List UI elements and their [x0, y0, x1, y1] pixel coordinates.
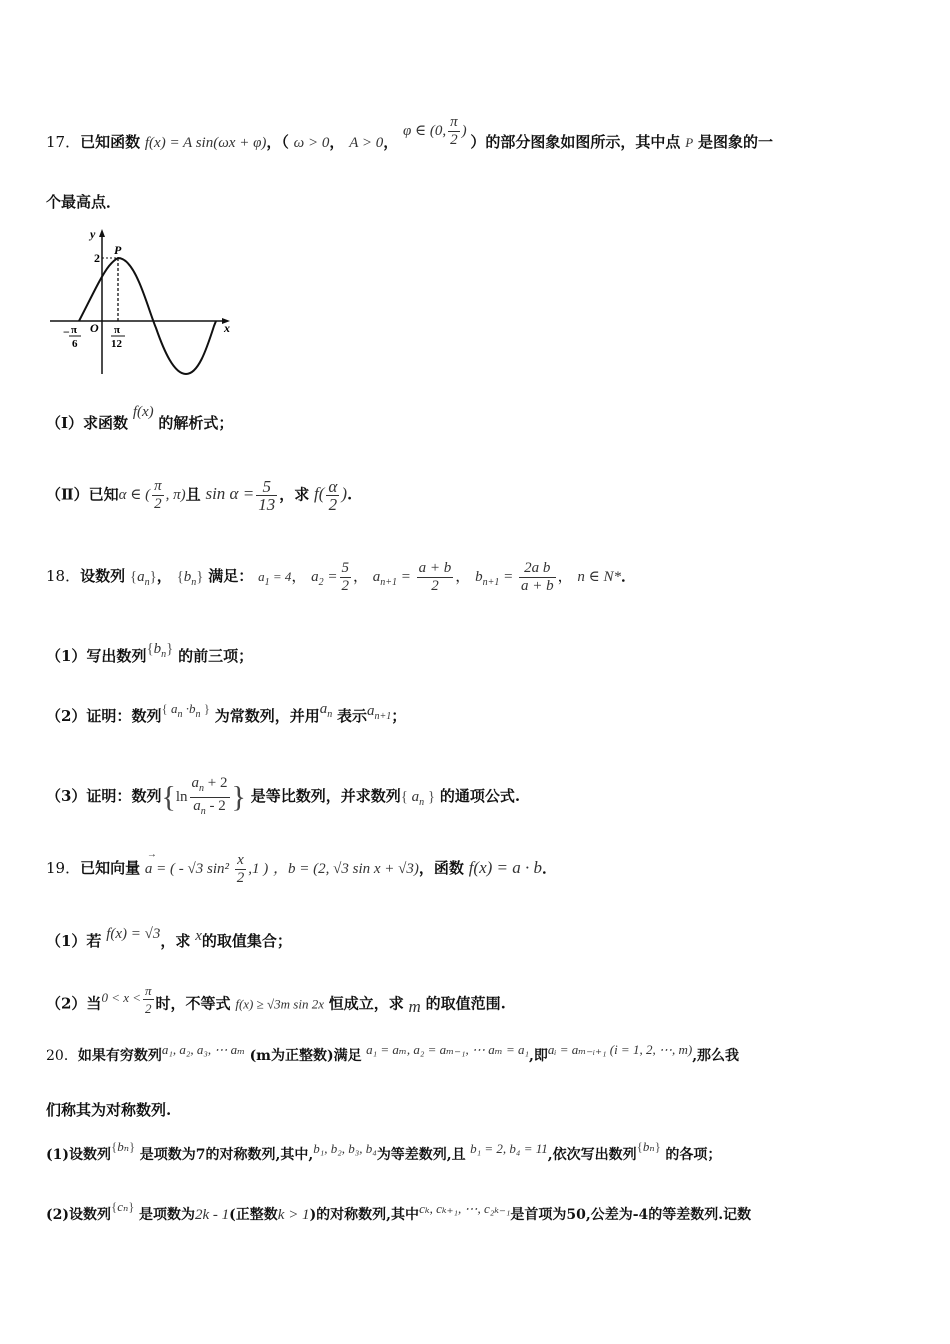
q17-line-1 [46, 114, 910, 161]
frac-den: 2 [326, 495, 339, 513]
f-open: f( [314, 484, 325, 504]
q20-p2-k-cond: k > 1 [277, 1207, 310, 1223]
q20-p1-label: (1)设数列 [46, 1147, 111, 1163]
q17-part2-and: 且 [185, 485, 201, 504]
alpha-range-close: , π) [165, 487, 186, 504]
graph-x-label: x [224, 321, 230, 335]
frac-num: x [237, 852, 244, 868]
sin-frac [256, 478, 277, 513]
q17-part2-find: ，求 [279, 485, 310, 504]
q17-text-end: 是图象的一 [697, 132, 773, 151]
q19-vec-b: ，b = (2, √3 sin x + √3) [273, 860, 419, 877]
graph-left-tick-den: 6 [72, 338, 78, 350]
q18-satisfy: 满足： [208, 566, 254, 585]
q19-func: f(x) = a · b [468, 857, 543, 877]
q18-rec-a: $a_{n+1}$ = $\frac{a + b}{2}$ [372, 560, 452, 594]
q17-cond-a: A > 0 [349, 134, 384, 151]
q20-line-2: 们称其为对称数列. [46, 1101, 172, 1119]
frac-den: 2 [152, 495, 164, 513]
q18-domain: n ∈ N* [577, 568, 621, 585]
q17-part1-label: （Ⅰ）求函数 [46, 414, 129, 432]
frac-num: π [450, 114, 458, 130]
q19-intro: 已知向量 [80, 858, 141, 877]
frac-num: a + b [418, 560, 452, 576]
q17-part1 [46, 404, 910, 433]
q19-p2-ineq: f(x) ≥ √3m sin 2x [235, 996, 324, 1012]
q20-m-note: (m为正整数)满足 [249, 1048, 362, 1064]
q20-p2-k: (正整数 [229, 1207, 278, 1223]
q20-p2-c: {cₙ} [111, 1199, 135, 1214]
q20-p1-terms: b₁, b₂, b₃, b₄ [313, 1141, 377, 1156]
half-alpha-frac [326, 478, 339, 513]
seq-sub: n [144, 576, 150, 588]
graph-peak-value: 2 [94, 251, 100, 265]
q17-part1-func: f(x) [132, 404, 154, 420]
q19-p1-label: （1）若 [46, 932, 102, 950]
q18-a1: $a_1 = 4$ [258, 568, 292, 588]
q20-p2-label: (2)设数列 [46, 1207, 111, 1223]
q20-part1 [46, 1139, 910, 1164]
q17-part1-end: 的解析式； [158, 414, 234, 432]
q19-p1-end: 的取值集合； [201, 932, 292, 950]
q18-seq-b: $\{b_n\}$ [176, 568, 204, 588]
q20-p2-mid2: )的对称数列,其中 [309, 1207, 420, 1223]
q19-line-1 [46, 848, 910, 887]
q17-cond-omega: ω > 0 [293, 134, 330, 151]
q17-phi-frac [448, 114, 460, 149]
frac-num: π [145, 983, 152, 998]
graph-left-tick-num: π [71, 324, 78, 336]
frac-den: 2 [341, 578, 350, 594]
q18-line-1: 18．设数列 $\{a_n\}$， $\{b_n\}$ 满足： $a_1 = 4$， $a_2$ = $\frac{5}{2}$ ， $a_{n+1}$ = $\frac{a + b}{2}$ ， $b_{n+1}$ = $\frac{\text{2a b}}{a + b}$ ， n ∈ N*． [46, 560, 636, 594]
q19-p2-m: m [408, 997, 421, 1017]
frac-num: 2a b [524, 560, 551, 576]
q17-part2-sin [205, 477, 279, 514]
q18-p3-seq: { $a_n$ } [400, 788, 436, 808]
q20-p1-end: 的各项； [665, 1147, 722, 1163]
q17-phi-close: ) [461, 122, 467, 139]
ln: ln [175, 788, 188, 805]
y-axis-arrow [99, 229, 105, 237]
q18-a2: $a_2$ = $\frac{5}{2}$ [311, 560, 350, 594]
vec-a-end: ,1 ) [248, 860, 269, 877]
graph-right-tick-den: 12 [111, 338, 122, 350]
q19-part2 [46, 983, 910, 1023]
q19-vec-a [144, 848, 269, 886]
seq-letter: b [183, 568, 192, 585]
q20-p2-mid: 是项数为 [139, 1207, 195, 1223]
q20-p2-count: 2k - 1 [195, 1207, 230, 1223]
q19-p2-label: （2）当 [46, 994, 102, 1013]
q20-cond: a₁ = aₘ, a₂ = aₘ₋₁, ⋯ aₘ = a₁ [366, 1042, 530, 1057]
frac-den: 2 [236, 870, 245, 886]
q18-p2-an: $a_n$ [319, 701, 333, 720]
q18-p2-end: ； [391, 707, 407, 725]
q17-phi-range: φ ∈ (0, [403, 122, 447, 139]
range-ineq: 0 < x < [101, 990, 142, 1006]
q19-p2-mid: 时，不等式 [155, 994, 231, 1013]
frac-num: $a_n + 2$ [191, 775, 228, 794]
alpha-frac [152, 478, 164, 513]
frac-num: π [154, 478, 162, 495]
q17-func: f(x) = A sin(ωx + φ) [144, 134, 267, 151]
q17-part2 [46, 478, 910, 513]
q17-part2-f [314, 477, 347, 514]
q20-line-1 [46, 1042, 910, 1065]
q20-ie: ,即 [529, 1048, 548, 1064]
q18-p2-mid: 为常数列，并用 [214, 707, 320, 725]
frac-num: 5 [341, 560, 350, 576]
q19-part1 [46, 926, 910, 951]
q20-p1-mid2: 为等差数列,且 [376, 1147, 466, 1163]
q19-p2-after: 恒成立，求 [328, 994, 404, 1013]
q17-cond-phi [403, 114, 470, 148]
a1-value: = 4 [272, 568, 292, 584]
q20-p1-b2: {bₙ} [636, 1139, 661, 1154]
frac-num: 5 [262, 477, 271, 496]
q17-comma: ，（ [266, 132, 289, 151]
q18-end: ． [620, 566, 636, 585]
seq-letter: a [137, 568, 145, 585]
q19-p1-find: ，求 [160, 932, 191, 950]
q18-p2-an1: $a_{n+1}$ [367, 703, 392, 722]
graph-origin: O [90, 321, 99, 335]
q17-comma: ， [329, 132, 345, 151]
graph-left-tick-sign: − [63, 325, 70, 339]
graph-right-tick-num: π [114, 324, 121, 336]
frac-den: $a_n - 2$ [190, 797, 230, 820]
q18-p2-seq: { $a_n \cdot b_n$ } [161, 701, 210, 720]
q20-end: ,那么我 [692, 1048, 740, 1064]
q17-comma: ， [383, 132, 399, 151]
f-close: ) [341, 484, 347, 504]
q18-p2-label: （2）证明：数列 [46, 707, 162, 725]
q20-p1-b: {bₙ} [111, 1139, 136, 1154]
q20-p1-mid: 是项数为7的对称数列,其中, [139, 1147, 314, 1163]
q18-p3-end: 的通项公式. [439, 786, 521, 805]
q17-number: 17． [46, 132, 81, 151]
vec-a-letter: → a [144, 848, 157, 877]
q17-line-2: 个最高点． [46, 193, 122, 211]
sine-curve [79, 258, 216, 374]
q18-part1 [46, 641, 910, 668]
alpha-range-open: α ∈ ( [118, 487, 151, 504]
q18-p1-end: 的前三项； [178, 647, 254, 665]
frac-den: 2 [143, 999, 154, 1017]
frac-num: α [328, 477, 338, 496]
q19-p1-eq: f(x) = √3 [106, 926, 161, 942]
q18-intro: 设数列 [80, 566, 126, 585]
graph-peak-label: P [114, 243, 122, 257]
frac-den: 2 [448, 131, 460, 149]
vec-a-name: a [144, 860, 153, 877]
q20-p2-terms: cₖ, cₖ₊₁, ⋯, c₂ₖ₋₁ [419, 1201, 511, 1216]
frac-den: 2 [417, 577, 454, 595]
q17-intro: 已知函数 [80, 132, 141, 151]
q18-rec-b: $b_{n+1}$ = $\frac{\text{2a b}}{a + b}$ [475, 560, 554, 594]
q18-p3-mid: 是等比数列，并求数列 [250, 786, 401, 805]
q18-p2-show: 表示 [337, 707, 368, 725]
seq-sub: n [191, 576, 197, 588]
frac-den: 13 [258, 495, 276, 514]
q17-text-after: ）的部分图象如图所示，其中点 [470, 132, 681, 151]
q19-number: 19． [46, 858, 81, 877]
sin-alpha: sin α = [205, 484, 255, 504]
q17-part2-label: （Ⅱ）已知 [46, 485, 119, 504]
q18-p1-seq: $\{b_n\}$ [146, 641, 174, 660]
q17-part2-alpha [118, 478, 186, 513]
q20-cond2: aᵢ = aₘ₋ᵢ₊₁ (i = 1, 2, ⋯, m) [547, 1042, 693, 1057]
q19-func-text: ，函数 [418, 858, 464, 877]
q19-p2-range [101, 983, 155, 1016]
q17-point: P [685, 134, 694, 150]
q18-part2 [46, 701, 910, 728]
q19-p1-x: x [195, 928, 202, 944]
q18-number: 18． [46, 566, 81, 585]
q20-p1-mid3: ,依次写出数列 [547, 1147, 637, 1163]
seq-b: bₙ [642, 1139, 655, 1154]
q20-intro: 如果有穷数列 [77, 1048, 162, 1064]
q20-p2-end: 是首项为50,公差为-4的等差数列.记数 [510, 1207, 752, 1223]
q18-p1-label: （1）写出数列 [46, 647, 147, 665]
seq-b: bₙ [117, 1139, 130, 1154]
frac-den: a + b [520, 578, 554, 594]
q18-part3 [46, 775, 910, 820]
q19-end: ． [542, 858, 558, 877]
vec-a-val: = ( - √3 sin² [156, 860, 233, 877]
q20-seq: a₁, a₂, a₃, ⋯ aₘ [161, 1042, 246, 1057]
q20-number: 20． [46, 1048, 78, 1064]
q20-p1-vals: b₁ = 2, b₄ = 11 [470, 1141, 548, 1156]
seq-c: cₙ [117, 1199, 129, 1214]
q18-p3-label: （3）证明：数列 [46, 786, 162, 805]
q18-seq-a: $\{a_n\}$ [129, 568, 157, 588]
q17-graph [46, 226, 246, 378]
q17-part2-end: . [347, 485, 353, 504]
q20-part2 [46, 1199, 910, 1224]
q18-sep: ， [156, 566, 172, 585]
q19-p2-end: 的取值范围. [425, 994, 506, 1013]
q18-p3-expr: {ln $\frac{a_n + 2}{a_n - 2}$ } [161, 789, 245, 805]
graph-y-label: y [90, 227, 96, 241]
a2-eq: = [327, 568, 338, 585]
